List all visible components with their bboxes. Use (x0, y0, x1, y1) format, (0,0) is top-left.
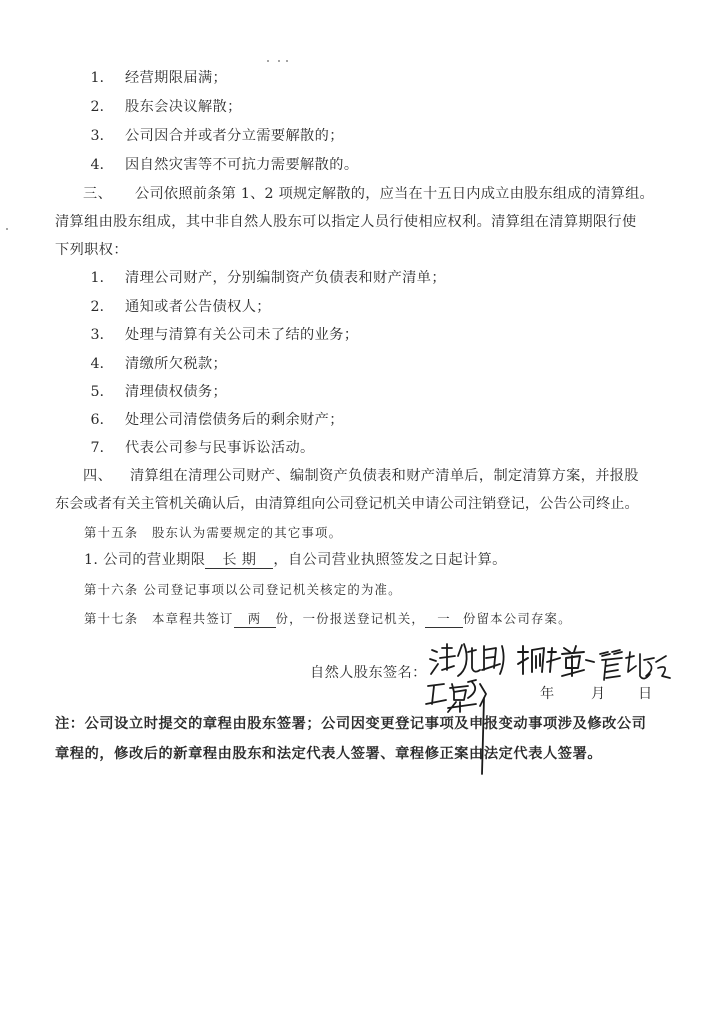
article-15: 第十五条 股东认为需要规定的其它事项。 (84, 525, 343, 540)
list-item-number: 7. (90, 440, 104, 456)
list-item-text: 代表公司参与民事诉讼活动。 (125, 440, 315, 456)
list-item-text: 清缴所欠税款； (125, 356, 228, 372)
scan-speck (286, 60, 288, 62)
list-item-number: 6. (90, 412, 104, 428)
list-item-text: 清理债权债务； (125, 384, 228, 400)
list-item-number: 5. (90, 384, 104, 400)
signature-label: 自然人股东签名： (310, 665, 427, 681)
business-term-value: 长 期 (205, 552, 273, 569)
scan-speck (267, 60, 269, 62)
list-item-text: 清理公司财产，分别编制资产负债表和财产清单； (125, 270, 446, 286)
list-item-text: 处理公司清偿债务后的剩余财产； (125, 412, 344, 428)
paragraph-line: 公司依照前条第 1、2 项规定解散的，应当在十五日内成立由股东组成的清算组。 (135, 186, 654, 202)
section-label: 四、 (83, 468, 113, 484)
scan-speck (278, 60, 280, 62)
article-17-kept: 一 (425, 611, 463, 628)
list-item-text: 处理与清算有关公司未了结的业务； (125, 327, 359, 343)
handwritten-signature-1 (428, 640, 510, 680)
paragraph-line: 清算组在清理公司财产、编制资产负债表和财产清单后，制定清算方案，并报股 (130, 468, 639, 484)
section-label: 三、 (83, 186, 113, 202)
list-item-number: 2. (90, 299, 104, 315)
list-item-number: 3. (90, 128, 104, 144)
article-17-prefix: 第十七条 本章程共签订 (84, 611, 234, 626)
list-item-number: 1. (90, 270, 104, 286)
handwritten-signature-2 (514, 642, 596, 680)
business-term (84, 551, 507, 569)
article-17 (84, 610, 572, 628)
date-day: 日 (638, 686, 653, 702)
list-item-number: 2. (90, 99, 104, 115)
scan-speck (6, 228, 8, 230)
handwritten-signature-3 (596, 648, 672, 684)
article-17-middle: 份，一份报送登记机关， (275, 611, 425, 626)
list-item-number: 4. (90, 356, 104, 372)
paragraph-line: 东会或者有关主管机关确认后，由清算组向公司登记机关申请公司注销登记，公告公司终止。 (55, 496, 639, 512)
paragraph-line: 清算组由股东组成，其中非自然人股东可以指定人员行使相应权利。清算组在清算期限行使 (55, 214, 637, 230)
note-line: 章程的，修改后的新章程由股东和法定代表人签署、章程修正案由法定代表人签署。 (55, 746, 603, 762)
article-17-suffix: 份留本公司存案。 (463, 611, 572, 626)
business-term-suffix: ，自公司营业执照签发之日起计算。 (273, 552, 507, 568)
list-item-text: 经营期限届满； (125, 70, 228, 86)
list-item-number: 3. (90, 327, 104, 343)
list-item-text: 通知或者公告债权人； (125, 299, 271, 315)
list-item-text: 公司因合并或者分立需要解散的； (125, 128, 344, 144)
list-item-text: 股东会决议解散； (125, 99, 242, 115)
note-line: 注：公司设立时提交的章程由股东签署；公司因变更登记事项及申报变动事项涉及修改公司 (55, 716, 647, 732)
article-16: 第十六条 公司登记事项以公司登记机关核定的为准。 (84, 582, 402, 597)
list-item-number: 1. (90, 70, 104, 86)
article-17-copies: 两 (234, 611, 276, 628)
list-item-number: 4. (90, 157, 104, 173)
list-item-text: 因自然灾害等不可抗力需要解散的。 (125, 157, 359, 173)
paragraph-line: 下列职权： (55, 242, 128, 258)
business-term-prefix: 1. 公司的营业期限 (84, 552, 206, 568)
date-year: 年 (540, 686, 555, 702)
date-month: 月 (591, 686, 606, 702)
